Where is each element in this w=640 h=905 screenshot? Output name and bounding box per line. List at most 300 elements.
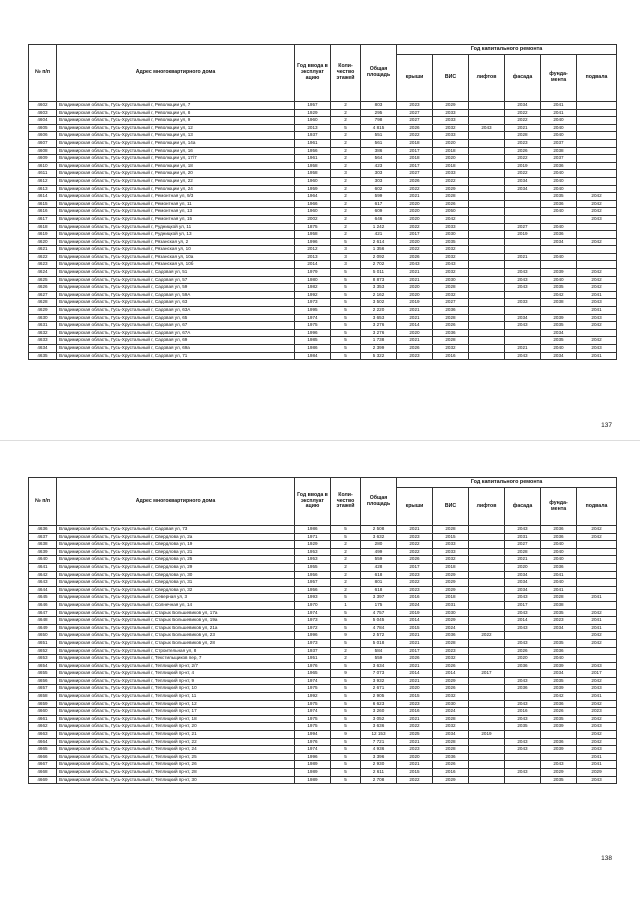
col-header-year: Год ввода в эксплуат ацию <box>295 478 331 526</box>
cell-year: 1992 <box>295 693 331 701</box>
cell-vis: 2033 <box>433 132 469 140</box>
cell-basement: 2041 <box>577 753 617 761</box>
cell-roof: 2026 <box>397 345 433 353</box>
cell-facade: 2034 <box>505 586 541 594</box>
cell-num: 4609 <box>29 155 57 163</box>
cell-floors: 5 <box>331 693 361 701</box>
cell-lift <box>469 769 505 777</box>
cell-address: Владимирская область, Гусь-Хрустальный г, Старых Большевиков ул, 19а <box>57 617 295 625</box>
cell-facade: 2034 <box>505 579 541 587</box>
cell-address: Владимирская область, Гусь-Хрустальный г, Рязанская ул, 2 <box>57 238 295 246</box>
cell-foundation: 2041 <box>541 586 577 594</box>
cell-floors: 5 <box>331 124 361 132</box>
cell-floors: 2 <box>331 132 361 140</box>
cell-num: 4630 <box>29 314 57 322</box>
cell-facade: 2043 <box>505 738 541 746</box>
cell-roof: 2021 <box>397 307 433 315</box>
cell-year: 1955 <box>295 563 331 571</box>
cell-roof: 2019 <box>397 609 433 617</box>
cell-vis: 2030 <box>433 231 469 239</box>
col-header-repair-group: Год капитального ремонта <box>397 45 617 55</box>
cell-facade: 2043 <box>505 769 541 777</box>
cell-num: 4658 <box>29 693 57 701</box>
table-row <box>29 124 617 132</box>
cell-year: 1989 <box>295 776 331 784</box>
cell-lift <box>469 200 505 208</box>
cell-area: 3 260 <box>361 708 397 716</box>
cell-address: Владимирская область, Гусь-Хрустальный г, Теплицкий пр-кт, 24 <box>57 746 295 754</box>
cell-year: 1958 <box>295 162 331 170</box>
cell-address: Владимирская область, Гусь-Хрустальный г, Теплицкий пр-кт, 28 <box>57 769 295 777</box>
cell-year: 2013 <box>295 124 331 132</box>
cell-area: 3 634 <box>361 662 397 670</box>
cell-address: Владимирская область, Гусь-Хрустальный г, Рязанская ул, 10 <box>57 246 295 254</box>
cell-vis: 2018 <box>433 147 469 155</box>
cell-lift <box>469 147 505 155</box>
cell-roof: 2020 <box>397 208 433 216</box>
cell-foundation: 2036 <box>541 200 577 208</box>
cell-lift <box>469 693 505 701</box>
cell-num: 4613 <box>29 185 57 193</box>
cell-basement <box>577 647 617 655</box>
cell-lift <box>469 185 505 193</box>
cell-num: 4665 <box>29 746 57 754</box>
cell-area: 4 757 <box>361 609 397 617</box>
cell-roof: 2022 <box>397 185 433 193</box>
cell-address: Владимирская область, Гусь-Хрустальный г, Теплицкий пр-кт, 2/7 <box>57 662 295 670</box>
cell-foundation: 2043 <box>541 761 577 769</box>
cell-address: Владимирская область, Гусь-Хрустальный г, Революции ул, 9 <box>57 117 295 125</box>
cell-num: 4652 <box>29 647 57 655</box>
page-number: 138 <box>601 855 612 862</box>
cell-lift <box>469 238 505 246</box>
document-page-1 <box>0 0 640 440</box>
cell-year: 1989 <box>295 769 331 777</box>
cell-num: 4628 <box>29 299 57 307</box>
cell-facade: 2021 <box>505 253 541 261</box>
cell-area: 3 632 <box>361 533 397 541</box>
cell-year: 1989 <box>295 761 331 769</box>
cell-area: 1 738 <box>361 337 397 345</box>
cell-floors: 9 <box>331 731 361 739</box>
cell-foundation: 2038 <box>541 299 577 307</box>
cell-facade <box>505 261 541 269</box>
cell-basement: 2042 <box>577 208 617 216</box>
cell-facade: 2043 <box>505 609 541 617</box>
cell-foundation: 2035 <box>541 715 577 723</box>
cell-vis: 2029 <box>433 776 469 784</box>
cell-area: 2 611 <box>361 769 397 777</box>
cell-area: 2 671 <box>361 685 397 693</box>
cell-facade: 2034 <box>505 177 541 185</box>
cell-vis: 2029 <box>433 677 469 685</box>
cell-area: 3 932 <box>361 677 397 685</box>
cell-foundation <box>541 307 577 315</box>
cell-foundation: 2036 <box>541 738 577 746</box>
cell-floors: 2 <box>331 155 361 163</box>
cell-area: 559 <box>361 655 397 663</box>
cell-facade <box>505 693 541 701</box>
cell-year: 1996 <box>295 753 331 761</box>
cell-num: 4659 <box>29 700 57 708</box>
table-row <box>29 632 617 640</box>
cell-foundation: 2040 <box>541 170 577 178</box>
cell-year: 2002 <box>295 215 331 223</box>
cell-address: Владимирская область, Гусь-Хрустальный г, Теплицкий пр-кт, 4 <box>57 670 295 678</box>
cell-lift <box>469 753 505 761</box>
cell-address: Владимирская область, Гусь-Хрустальный г, Революции ул, 20 <box>57 170 295 178</box>
cell-basement: 2042 <box>577 526 617 534</box>
cell-year: 1992 <box>295 291 331 299</box>
cell-lift <box>469 526 505 534</box>
cell-year: 1986 <box>295 345 331 353</box>
cell-num: 4662 <box>29 723 57 731</box>
cell-area: 609 <box>361 208 397 216</box>
cell-year: 1966 <box>295 200 331 208</box>
cell-num: 4631 <box>29 322 57 330</box>
cell-num: 4641 <box>29 563 57 571</box>
cell-year: 1957 <box>295 102 331 110</box>
cell-lift <box>469 223 505 231</box>
cell-roof: 2025 <box>397 731 433 739</box>
cell-vis: 2029 <box>433 586 469 594</box>
cell-num: 4611 <box>29 170 57 178</box>
cell-year: 1993 <box>295 594 331 602</box>
cell-facade: 2043 <box>505 284 541 292</box>
cell-basement: 2042 <box>577 284 617 292</box>
cell-vis: 2020 <box>433 139 469 147</box>
cell-basement: 2043 <box>577 685 617 693</box>
cell-lift <box>469 284 505 292</box>
cell-year: 1974 <box>295 609 331 617</box>
cell-vis: 2028 <box>433 639 469 647</box>
cell-foundation: 2039 <box>541 269 577 277</box>
cell-vis: 2043 <box>433 261 469 269</box>
cell-roof: 2016 <box>397 708 433 716</box>
cell-num: 4638 <box>29 541 57 549</box>
cell-area: 2 905 <box>361 693 397 701</box>
cell-lift <box>469 685 505 693</box>
cell-basement: 2042 <box>577 731 617 739</box>
table-row <box>29 299 617 307</box>
cell-roof: 2017 <box>397 647 433 655</box>
cell-foundation: 2041 <box>541 109 577 117</box>
cell-lift: 2022 <box>469 632 505 640</box>
cell-area: 618 <box>361 571 397 579</box>
cell-num: 4663 <box>29 731 57 739</box>
cell-foundation: 2026 <box>541 708 577 716</box>
cell-lift <box>469 639 505 647</box>
cell-facade: 2031 <box>505 533 541 541</box>
table-row <box>29 731 617 739</box>
cell-year: 1974 <box>295 746 331 754</box>
cell-basement <box>577 170 617 178</box>
cell-address: Владимирская область, Гусь-Хрустальный г, Теплицкий пр-кт, 21 <box>57 731 295 739</box>
cell-facade <box>505 208 541 216</box>
cell-area: 3 052 <box>361 715 397 723</box>
cell-basement: 2023 <box>577 708 617 716</box>
cell-facade: 2026 <box>505 147 541 155</box>
cell-area: 602 <box>361 185 397 193</box>
cell-basement: 2041 <box>577 594 617 602</box>
cell-area: 3 636 <box>361 723 397 731</box>
col-header-facade: фасада <box>505 55 541 102</box>
cell-facade <box>505 329 541 337</box>
table-row <box>29 685 617 693</box>
cell-year: 1984 <box>295 352 331 360</box>
cell-basement: 2043 <box>577 776 617 784</box>
cell-area: 646 <box>361 215 397 223</box>
cell-foundation: 2042 <box>541 291 577 299</box>
cell-roof: 2023 <box>397 700 433 708</box>
col-header-num: № п/п <box>29 45 57 102</box>
cell-foundation <box>541 753 577 761</box>
cell-num: 4632 <box>29 329 57 337</box>
cell-year: 1960 <box>295 117 331 125</box>
cell-area: 801 <box>361 579 397 587</box>
cell-roof: 2020 <box>397 238 433 246</box>
cell-num: 4629 <box>29 307 57 315</box>
cell-address: Владимирская область, Гусь-Хрустальный г, Садовая ул, 65 <box>57 314 295 322</box>
cell-year: 1970 <box>295 601 331 609</box>
table-row <box>29 238 617 246</box>
cell-num: 4660 <box>29 708 57 716</box>
table-row <box>29 208 617 216</box>
cell-area: 499 <box>361 548 397 556</box>
cell-vis: 2028 <box>433 526 469 534</box>
table-row <box>29 307 617 315</box>
cell-num: 4657 <box>29 685 57 693</box>
cell-vis: 2018 <box>433 563 469 571</box>
col-header-area: Общая площадь <box>361 478 397 526</box>
cell-area: 2 930 <box>361 761 397 769</box>
col-header-roof: крыши <box>397 488 433 526</box>
cell-vis: 2028 <box>433 193 469 201</box>
cell-basement: 2043 <box>577 723 617 731</box>
col-header-floors: Коли- чество этажей <box>331 45 361 102</box>
table-row <box>29 723 617 731</box>
table-row <box>29 155 617 163</box>
cell-num: 4621 <box>29 246 57 254</box>
cell-foundation: 2040 <box>541 185 577 193</box>
cell-year: 1996 <box>295 329 331 337</box>
cell-vis: 2018 <box>433 162 469 170</box>
table-row <box>29 170 617 178</box>
cell-year: 1994 <box>295 731 331 739</box>
cell-foundation: 2034 <box>541 329 577 337</box>
cell-address: Владимирская область, Гусь-Хрустальный г, Теплицкий пр-кт, 25 <box>57 753 295 761</box>
cell-lift <box>469 170 505 178</box>
cell-num: 4603 <box>29 109 57 117</box>
cell-lift <box>469 746 505 754</box>
cell-foundation: 2040 <box>541 124 577 132</box>
cell-lift: 2017 <box>469 670 505 678</box>
cell-foundation: 2035 <box>541 337 577 345</box>
col-header-floors: Коли- чество этажей <box>331 478 361 526</box>
cell-basement: 2042 <box>577 200 617 208</box>
cell-basement <box>577 655 617 663</box>
cell-lift <box>469 109 505 117</box>
cell-basement <box>577 246 617 254</box>
cell-lift <box>469 261 505 269</box>
cell-floors: 9 <box>331 670 361 678</box>
cell-lift: 2043 <box>469 124 505 132</box>
cell-basement <box>577 571 617 579</box>
table-row <box>29 609 617 617</box>
cell-basement: 2042 <box>577 738 617 746</box>
col-header-basement: подвала <box>577 488 617 526</box>
cell-foundation <box>541 246 577 254</box>
cell-lift <box>469 715 505 723</box>
cell-num: 4667 <box>29 761 57 769</box>
cell-num: 4666 <box>29 753 57 761</box>
cell-roof: 2021 <box>397 314 433 322</box>
cell-year: 1957 <box>295 579 331 587</box>
cell-floors: 5 <box>331 269 361 277</box>
table-row <box>29 708 617 716</box>
table-row <box>29 231 617 239</box>
cell-floors: 5 <box>331 708 361 716</box>
col-header-foundation: фунда- мента <box>541 55 577 102</box>
cell-num: 4602 <box>29 102 57 110</box>
cell-facade: 2043 <box>505 715 541 723</box>
cell-floors: 2 <box>331 579 361 587</box>
col-header-basement: подвала <box>577 55 617 102</box>
cell-facade: 2043 <box>505 322 541 330</box>
cell-area: 798 <box>361 117 397 125</box>
cell-area: 3 397 <box>361 594 397 602</box>
cell-basement: 2042 <box>577 269 617 277</box>
cell-num: 4625 <box>29 276 57 284</box>
cell-facade: 2027 <box>505 541 541 549</box>
cell-num: 4627 <box>29 291 57 299</box>
cell-lift <box>469 541 505 549</box>
table-row <box>29 185 617 193</box>
cell-address: Владимирская область, Гусь-Хрустальный г, Теплицкий пр-кт, 10 <box>57 685 295 693</box>
cell-roof: 2021 <box>397 337 433 345</box>
cell-facade <box>505 632 541 640</box>
cell-basement: 2041 <box>577 761 617 769</box>
cell-basement <box>577 556 617 564</box>
cell-vis: 2032 <box>433 253 469 261</box>
cell-foundation: 2040 <box>541 253 577 261</box>
cell-facade: 2022 <box>505 109 541 117</box>
cell-lift <box>469 155 505 163</box>
cell-foundation: 2035 <box>541 677 577 685</box>
cell-num: 4661 <box>29 715 57 723</box>
cell-year: 1960 <box>295 177 331 185</box>
cell-address: Владимирская область, Гусь-Хрустальный г, Садовая ул, 67 <box>57 322 295 330</box>
cell-num: 4636 <box>29 526 57 534</box>
cell-lift <box>469 291 505 299</box>
table-row <box>29 223 617 231</box>
table-row <box>29 284 617 292</box>
cell-roof: 2020 <box>397 329 433 337</box>
cell-vis: 2030 <box>433 276 469 284</box>
col-header-lift: лифтов <box>469 55 505 102</box>
cell-floors: 5 <box>331 753 361 761</box>
cell-floors: 5 <box>331 284 361 292</box>
cell-floors: 2 <box>331 223 361 231</box>
table-row <box>29 715 617 723</box>
cell-lift <box>469 307 505 315</box>
cell-foundation: 2028 <box>541 594 577 602</box>
cell-area: 5 322 <box>361 352 397 360</box>
table-row <box>29 117 617 125</box>
cell-vis: 2014 <box>433 670 469 678</box>
cell-vis: 2029 <box>433 102 469 110</box>
cell-num: 4649 <box>29 624 57 632</box>
cell-facade <box>505 193 541 201</box>
table-row <box>29 253 617 261</box>
cell-basement: 2041 <box>577 693 617 701</box>
cell-roof: 2015 <box>397 624 433 632</box>
table-row <box>29 700 617 708</box>
cell-area: 303 <box>361 177 397 185</box>
cell-address: Владимирская область, Гусь-Хрустальный г, Рудницкой ул, 11 <box>57 223 295 231</box>
cell-floors: 2 <box>331 117 361 125</box>
cell-foundation: 2036 <box>541 647 577 655</box>
cell-foundation: 2042 <box>541 693 577 701</box>
cell-lift <box>469 617 505 625</box>
cell-address: Владимирская область, Гусь-Хрустальный г, Строительная ул, 8 <box>57 647 295 655</box>
cell-year: 1973 <box>295 639 331 647</box>
cell-num: 4634 <box>29 345 57 353</box>
cell-floors: 5 <box>331 276 361 284</box>
cell-roof: 2015 <box>397 693 433 701</box>
cell-roof: 2020 <box>397 291 433 299</box>
cell-lift: 2019 <box>469 731 505 739</box>
cell-num: 4633 <box>29 337 57 345</box>
cell-floors: 5 <box>331 685 361 693</box>
cell-vis: 2029 <box>433 571 469 579</box>
cell-foundation: 2039 <box>541 314 577 322</box>
cell-basement <box>577 124 617 132</box>
cell-address: Владимирская область, Гусь-Хрустальный г, Старых Большевиков ул, 28 <box>57 639 295 647</box>
cell-foundation: 2034 <box>541 624 577 632</box>
cell-basement: 2041 <box>577 291 617 299</box>
table-row <box>29 139 617 147</box>
cell-roof: 2021 <box>397 738 433 746</box>
cell-address: Владимирская область, Гусь-Хрустальный г, Революции ул, 24 <box>57 185 295 193</box>
cell-foundation: 2040 <box>541 556 577 564</box>
cell-vis: 2032 <box>433 693 469 701</box>
cell-address: Владимирская область, Гусь-Хрустальный г, Садовая ул, 69 <box>57 337 295 345</box>
cell-address: Владимирская область, Гусь-Хрустальный г, Ремонтная ул, 13 <box>57 208 295 216</box>
cell-address: Владимирская область, Гусь-Хрустальный г, Теплицкий пр-кт, 18 <box>57 715 295 723</box>
cell-roof: 2016 <box>397 594 433 602</box>
cell-roof: 2026 <box>397 556 433 564</box>
cell-foundation: 2035 <box>541 322 577 330</box>
cell-area: 3 502 <box>361 299 397 307</box>
cell-facade: 2021 <box>505 345 541 353</box>
col-header-roof: крыши <box>397 55 433 102</box>
cell-floors: 2 <box>331 109 361 117</box>
cell-num: 4615 <box>29 200 57 208</box>
cell-address: Владимирская область, Гусь-Хрустальный г, Теплицкий пр-кт, 9 <box>57 677 295 685</box>
cell-vis: 2035 <box>433 238 469 246</box>
cell-basement: 2042 <box>577 677 617 685</box>
cell-vis: 2033 <box>433 170 469 178</box>
cell-vis: 2033 <box>433 541 469 549</box>
cell-basement: 2041 <box>577 352 617 360</box>
table-row <box>29 769 617 777</box>
cell-facade: 2043 <box>505 624 541 632</box>
cell-address: Владимирская область, Гусь-Хрустальный г, Ремонтная ул, 11 <box>57 200 295 208</box>
cell-area: 423 <box>361 162 397 170</box>
cell-address: Владимирская область, Гусь-Хрустальный г, Садовая ул, 63 <box>57 299 295 307</box>
cell-year: 1976 <box>295 738 331 746</box>
